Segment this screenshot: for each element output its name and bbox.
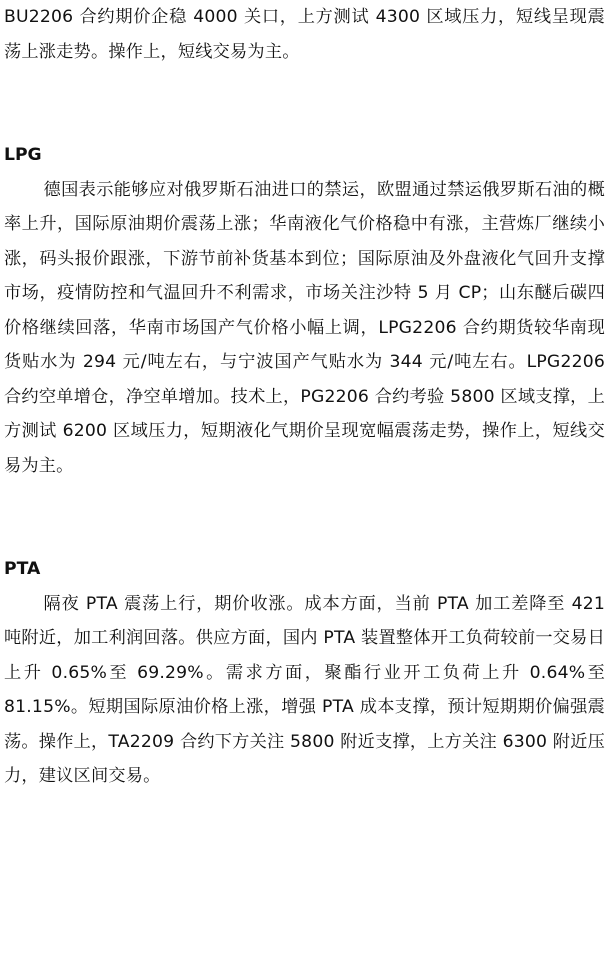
section-body-lpg: 德国表示能够应对俄罗斯石油进口的禁运，欧盟通过禁运俄罗斯石油的概率上升，国际原油期价震荡上涨；华南液化气价格稳中有涨，主营炼厂继续小涨，码头报价跟涨，下游节前补货基本到位；国际原油及外盘液化气回升支撑市场，疫情防控和气温回升不利需求，市场关注沙特 5 月 CP；山东醚后碳四价格继续回落，华南市场国产气价格小幅上调，LPG2206 合约期货较华南现货贴水为 294 元/吨左右，与宁波国产气贴水为 344 元/吨左右。LPG2206 合约空单增仓，净空单增加。技术上，PG2206 合约考验 5800 区域支撑，上方测试 6200 区域压力，短期液化气期价呈现宽幅震荡走势，操作上，短线交易为主。 — [4, 179, 605, 476]
section-body-pta: 隔夜 PTA 震荡上行，期价收涨。成本方面，当前 PTA 加工差降至 421 吨附近，加工利润回落。供应方面，国内 PTA 装置整体开工负荷较前一交易日上升 0.65%至 69.29%。需求方面，聚酯行业开工负荷上升 0.64%至 81.15%。短期国际原油价格上涨，增强 PTA 成本支撑，预计短期期价偏强震荡。操作上，TA2209 合约下方关注 5800 附近支撑，上方关注 6300 附近压力，建议区间交易。 — [4, 593, 605, 786]
section-spacer — [4, 69, 605, 138]
section-spacer — [4, 483, 605, 552]
section-pta — [4, 552, 605, 794]
section-title-pta: PTA — [4, 559, 41, 579]
section-title-lpg: LPG — [4, 145, 42, 165]
intro-paragraph: BU2206 合约期价企稳 4000 关口，上方测试 4300 区域压力，短线呈现震荡上涨走势。操作上，短线交易为主。 — [4, 7, 605, 62]
section-lpg — [4, 138, 605, 483]
document-page — [4, 0, 605, 794]
